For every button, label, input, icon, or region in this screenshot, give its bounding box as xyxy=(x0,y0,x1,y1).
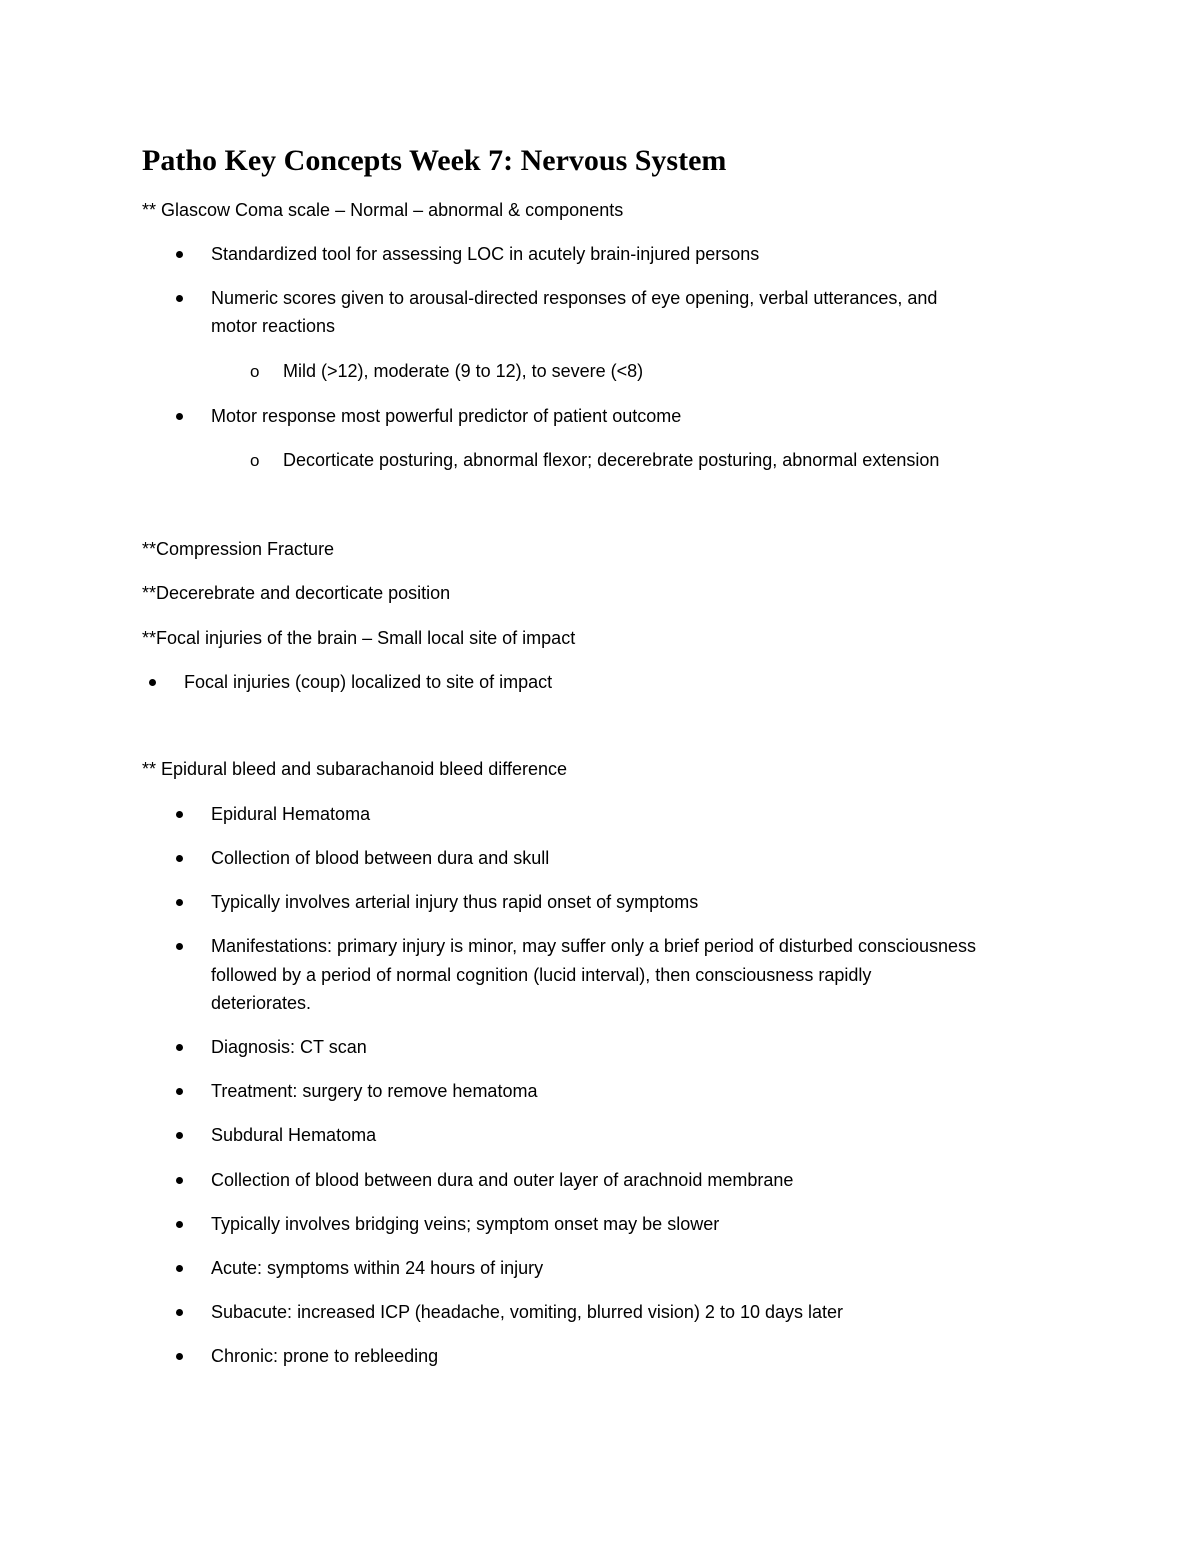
bullet-icon xyxy=(176,1177,183,1184)
epidural-item: Subdural Hematoma xyxy=(211,1125,377,1145)
epidural-manifest-line-2: followed by a period of normal cognition (lucid interval), then consciousness rapidly xyxy=(211,965,872,985)
epidural-item: Collection of blood between dura and skull xyxy=(211,848,550,868)
epidural-item: Acute: symptoms within 24 hours of injury xyxy=(211,1258,544,1278)
gcs-heading: ** Glascow Coma scale – Normal – abnormal & components xyxy=(142,200,624,220)
epidural-item: Diagnosis: CT scan xyxy=(211,1037,367,1057)
epidural-manifest-line-1: Manifestations: primary injury is minor, may suffer only a brief period of disturbed consciousness xyxy=(211,936,977,956)
gcs-item-3: Motor response most powerful predictor of patient outcome xyxy=(211,406,682,426)
bullet-icon xyxy=(176,251,183,258)
focal-item-1: Focal injuries (coup) localized to site of impact xyxy=(184,672,553,692)
focal-heading: **Focal injuries of the brain – Small local site of impact xyxy=(142,628,576,648)
epidural-item: Typically involves arterial injury thus rapid onset of symptoms xyxy=(211,892,699,912)
posture-heading: **Decerebrate and decorticate position xyxy=(142,583,451,603)
epidural-item: Subacute: increased ICP (headache, vomiting, blurred vision) 2 to 10 days later xyxy=(211,1302,844,1322)
bullet-icon xyxy=(176,1353,183,1360)
bullet-icon xyxy=(176,295,183,302)
gcs-item-3-sub-1: Decorticate posturing, abnormal flexor; decerebrate posturing, abnormal extension xyxy=(283,450,940,470)
bullet-icon xyxy=(176,811,183,818)
hollow-bullet-icon: o xyxy=(250,451,260,470)
bullet-icon xyxy=(176,943,183,950)
compression-heading: **Compression Fracture xyxy=(142,539,335,559)
gcs-item-2-line-2: motor reactions xyxy=(211,316,336,336)
bullet-icon xyxy=(149,679,156,686)
bullet-icon xyxy=(176,855,183,862)
bullet-icon xyxy=(176,899,183,906)
epidural-item: Epidural Hematoma xyxy=(211,804,371,824)
gcs-item-2-line-1: Numeric scores given to arousal-directed responses of eye opening, verbal utterances, and xyxy=(211,288,938,308)
epidural-item: Chronic: prone to rebleeding xyxy=(211,1346,439,1366)
bullet-icon xyxy=(176,1132,183,1139)
bullet-icon xyxy=(176,1044,183,1051)
bullet-icon xyxy=(176,1221,183,1228)
bullet-icon xyxy=(176,1309,183,1316)
bullet-icon xyxy=(176,413,183,420)
hollow-bullet-icon: o xyxy=(250,362,260,381)
epidural-item: Treatment: surgery to remove hematoma xyxy=(211,1081,538,1101)
epidural-heading: ** Epidural bleed and subarachanoid bleed difference xyxy=(142,759,567,779)
gcs-item-1: Standardized tool for assessing LOC in acutely brain-injured persons xyxy=(211,244,760,264)
bullet-icon xyxy=(176,1088,183,1095)
bullet-icon xyxy=(176,1265,183,1272)
gcs-item-2-sub-1: Mild (>12), moderate (9 to 12), to severe (<8) xyxy=(283,361,644,381)
epidural-item: Collection of blood between dura and outer layer of arachnoid membrane xyxy=(211,1170,794,1190)
epidural-manifest-line-3: deteriorates. xyxy=(211,993,312,1013)
epidural-item: Typically involves bridging veins; symptom onset may be slower xyxy=(211,1214,720,1234)
page-title: Patho Key Concepts Week 7: Nervous System xyxy=(142,144,727,177)
